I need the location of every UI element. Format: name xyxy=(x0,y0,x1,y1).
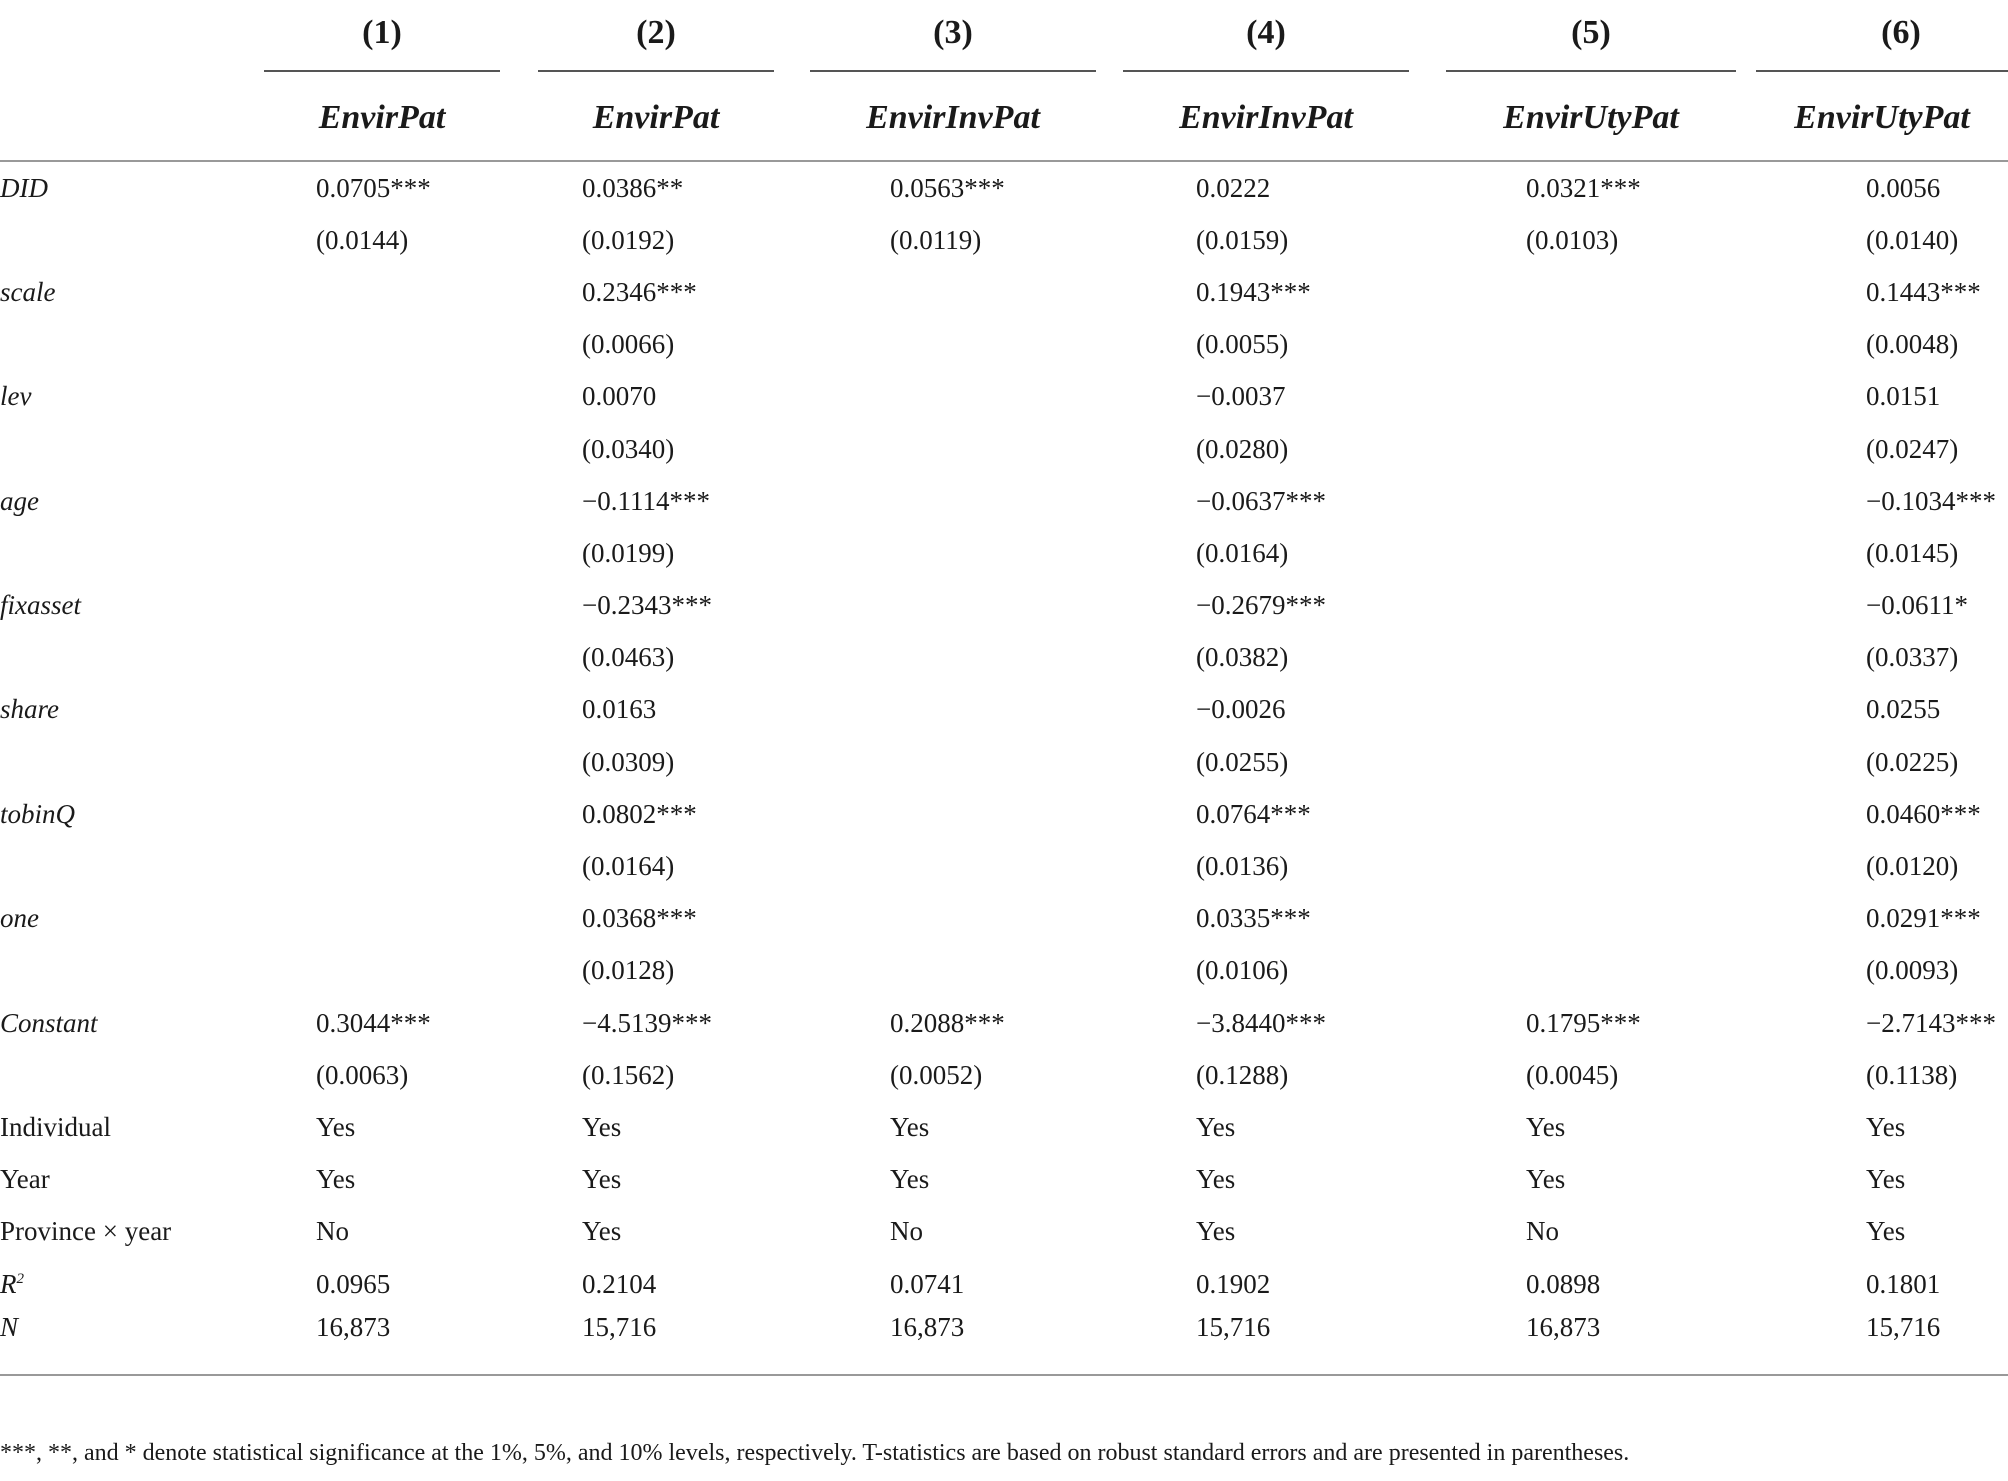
column-number-header: (3) xyxy=(800,10,1106,76)
table-cell xyxy=(252,788,512,840)
table-cell: −4.5139*** xyxy=(582,1007,712,1038)
table-cell: Yes xyxy=(1196,1164,1236,1195)
table-cell: (0.0145) xyxy=(1866,537,1959,568)
table-row xyxy=(0,736,2008,788)
table-cell xyxy=(800,736,1106,788)
table-cell: 15,716 xyxy=(1756,1310,2008,1375)
table-cell: 0.0163 xyxy=(582,694,657,725)
row-label-text: one xyxy=(0,903,39,934)
column-number-header: (5) xyxy=(1426,10,1756,76)
table-cell: (0.0136) xyxy=(1196,851,1289,882)
table-cell: 0.1795*** xyxy=(1526,1007,1641,1038)
table-cell xyxy=(1426,266,1756,318)
row-label xyxy=(0,1049,252,1101)
table-cell: Yes xyxy=(316,1111,356,1142)
table-row xyxy=(0,1049,2008,1101)
table-cell xyxy=(800,788,1106,840)
table-cell: (0.1138) xyxy=(1866,1059,1958,1090)
table-cell: Yes xyxy=(1526,1111,1566,1142)
table-cell xyxy=(252,371,512,423)
table-cell: 0.0056 xyxy=(1866,172,1941,203)
table-cell: (0.0048) xyxy=(1866,329,1959,360)
table-row xyxy=(0,423,2008,475)
table-cell: −2.7143*** xyxy=(1866,1007,1996,1038)
regression-table xyxy=(0,10,2008,1376)
dependent-variable-header: EnvirUtyPat xyxy=(1756,76,2008,161)
table-cell: 0.0705*** xyxy=(316,172,431,203)
table-cell: Yes xyxy=(1866,1216,1906,1247)
table-cell: (0.0199) xyxy=(582,537,675,568)
column-number-header: (1) xyxy=(252,10,512,76)
table-cell: (0.0164) xyxy=(582,851,675,882)
row-label xyxy=(0,945,252,997)
table-cell: 0.0460*** xyxy=(1866,798,1981,829)
table-cell: 0.0965 xyxy=(316,1268,391,1299)
table-cell: (0.0093) xyxy=(1866,955,1959,986)
table-cell: (0.0120) xyxy=(1866,851,1959,882)
table-cell: 16,873 xyxy=(1426,1310,1756,1375)
table-cell xyxy=(800,893,1106,945)
table-cell xyxy=(800,840,1106,892)
table-cell: −0.0637*** xyxy=(1196,485,1326,516)
table-cell: 0.2346*** xyxy=(582,276,697,307)
table-row xyxy=(0,1258,2008,1310)
table-cell: (0.0309) xyxy=(582,746,675,777)
table-cell: 0.0151 xyxy=(1866,381,1941,412)
table-cell: Yes xyxy=(582,1164,622,1195)
table-cell: 0.1902 xyxy=(1196,1268,1271,1299)
table-cell: (0.0055) xyxy=(1196,329,1289,360)
row-label xyxy=(0,1258,252,1310)
table-cell: 0.0291*** xyxy=(1866,903,1981,934)
row-label xyxy=(0,214,252,266)
table-cell: (0.0225) xyxy=(1866,746,1959,777)
row-label xyxy=(0,319,252,371)
row-label xyxy=(0,580,252,632)
header-corner xyxy=(0,10,252,76)
table-cell: 0.1443*** xyxy=(1866,276,1981,307)
row-label xyxy=(0,1101,252,1153)
table-cell: (0.0045) xyxy=(1526,1059,1619,1090)
table-cell xyxy=(800,945,1106,997)
row-label xyxy=(0,1154,252,1206)
table-row xyxy=(0,214,2008,266)
table-cell xyxy=(252,266,512,318)
table-cell xyxy=(1426,371,1756,423)
table-row xyxy=(0,893,2008,945)
table-cell xyxy=(252,632,512,684)
table-cell: −0.0037 xyxy=(1196,381,1286,412)
table-row xyxy=(0,527,2008,579)
row-label xyxy=(0,997,252,1049)
table-cell: 15,716 xyxy=(512,1310,800,1375)
table-row xyxy=(0,840,2008,892)
table-cell: 0.0386** xyxy=(582,172,684,203)
dependent-variable-header: EnvirPat xyxy=(512,76,800,161)
row-label-text: share xyxy=(0,694,59,725)
table-cell: 16,873 xyxy=(252,1310,512,1375)
table-body xyxy=(0,161,2008,1375)
row-label xyxy=(0,788,252,840)
table-cell: Yes xyxy=(1526,1164,1566,1195)
table-row xyxy=(0,945,2008,997)
table-cell xyxy=(252,475,512,527)
table-cell: −0.2679*** xyxy=(1196,590,1326,621)
table-cell: (0.1288) xyxy=(1196,1059,1289,1090)
table-row xyxy=(0,997,2008,1049)
row-label-text: Year xyxy=(0,1164,50,1195)
table-row xyxy=(0,161,2008,214)
table-cell: 0.0764*** xyxy=(1196,798,1311,829)
table-cell: No xyxy=(316,1216,349,1247)
table-cell: 0.0368*** xyxy=(582,903,697,934)
table-cell xyxy=(800,266,1106,318)
table-cell: (0.0140) xyxy=(1866,224,1959,255)
table-cell: Yes xyxy=(582,1216,622,1247)
table-row xyxy=(0,1154,2008,1206)
row-label xyxy=(0,527,252,579)
table-cell: No xyxy=(1526,1216,1559,1247)
table-cell: Yes xyxy=(1866,1111,1906,1142)
table-cell: Yes xyxy=(890,1111,930,1142)
table-row xyxy=(0,371,2008,423)
table-cell: Yes xyxy=(582,1111,622,1142)
dependent-variable-header: EnvirUtyPat xyxy=(1426,76,1756,161)
table-cell: 0.0563*** xyxy=(890,172,1005,203)
table-cell: 0.0741 xyxy=(890,1268,965,1299)
table-cell: (0.0063) xyxy=(316,1059,409,1090)
table-row xyxy=(0,475,2008,527)
row-label-text: R xyxy=(0,1268,17,1299)
table-cell: −0.0611* xyxy=(1866,590,1968,621)
row-label-text: N xyxy=(0,1312,19,1343)
table-cell xyxy=(800,371,1106,423)
table-cell: −0.1034*** xyxy=(1866,485,1996,516)
table-row xyxy=(0,266,2008,318)
row-label xyxy=(0,161,252,214)
table-cell: 0.0898 xyxy=(1526,1268,1601,1299)
table-cell xyxy=(1426,527,1756,579)
table-cell xyxy=(800,423,1106,475)
row-label-text: tobinQ xyxy=(0,798,76,829)
table-cell xyxy=(1426,684,1756,736)
table-row xyxy=(0,1101,2008,1153)
column-number-header: (6) xyxy=(1756,10,2008,76)
table-cell xyxy=(1426,632,1756,684)
table-cell: (0.0280) xyxy=(1196,433,1289,464)
row-label xyxy=(0,266,252,318)
table-cell xyxy=(800,684,1106,736)
row-label-text: Province × year xyxy=(0,1216,172,1247)
table-row xyxy=(0,319,2008,371)
table-cell xyxy=(1426,840,1756,892)
table-cell xyxy=(1426,893,1756,945)
table-cell: (0.1562) xyxy=(582,1059,675,1090)
table-cell: 0.1801 xyxy=(1866,1268,1941,1299)
table-cell: No xyxy=(890,1216,923,1247)
table-cell xyxy=(1426,945,1756,997)
table-cell: Yes xyxy=(890,1164,930,1195)
table-cell: (0.0463) xyxy=(582,642,675,673)
row-label-text: age xyxy=(0,485,39,516)
row-label xyxy=(0,475,252,527)
table-cell xyxy=(800,475,1106,527)
table-cell xyxy=(252,423,512,475)
table-cell: (0.0255) xyxy=(1196,746,1289,777)
table-cell: Yes xyxy=(1196,1111,1236,1142)
table-cell xyxy=(800,632,1106,684)
row-label-text: Individual xyxy=(0,1111,111,1142)
table-cell xyxy=(252,893,512,945)
table-cell xyxy=(1426,319,1756,371)
table-cell: −3.8440*** xyxy=(1196,1007,1326,1038)
table-cell: 15,716 xyxy=(1106,1310,1426,1375)
table-cell: 0.1943*** xyxy=(1196,276,1311,307)
header-corner xyxy=(0,76,252,161)
table-row xyxy=(0,788,2008,840)
table-cell: (0.0382) xyxy=(1196,642,1289,673)
table-cell: 0.2088*** xyxy=(890,1007,1005,1038)
row-label-text: Constant xyxy=(0,1007,98,1038)
table-cell: (0.0164) xyxy=(1196,537,1289,568)
table-cell: Yes xyxy=(1196,1216,1236,1247)
table-row xyxy=(0,632,2008,684)
table-cell: (0.0128) xyxy=(582,955,675,986)
table-row xyxy=(0,580,2008,632)
table-cell xyxy=(252,840,512,892)
table-cell: −0.0026 xyxy=(1196,694,1286,725)
table-cell xyxy=(1426,788,1756,840)
table-cell: 0.3044*** xyxy=(316,1007,431,1038)
table-cell xyxy=(252,684,512,736)
row-label-superscript: 2 xyxy=(16,1270,24,1287)
table-cell xyxy=(1426,423,1756,475)
table-cell: (0.0159) xyxy=(1196,224,1289,255)
table-cell: 16,873 xyxy=(800,1310,1106,1375)
table-cell: (0.0103) xyxy=(1526,224,1619,255)
row-label-text: DID xyxy=(0,172,48,203)
table-cell xyxy=(800,527,1106,579)
table-cell: −0.2343*** xyxy=(582,590,712,621)
table-cell xyxy=(1426,580,1756,632)
row-label xyxy=(0,632,252,684)
table-cell: Yes xyxy=(316,1164,356,1195)
table-footnote: ***, **, and * denote statistical significance at the 1%, 5%, and 10% levels, respectively. T-statistics are based on robust standard errors and are presented in parentheses. xyxy=(0,1440,1630,1466)
column-number-header: (4) xyxy=(1106,10,1426,76)
table-cell xyxy=(252,945,512,997)
table-cell: 0.0070 xyxy=(582,381,657,412)
row-label-text: fixasset xyxy=(0,590,81,621)
table-row xyxy=(0,684,2008,736)
column-number-header: (2) xyxy=(512,10,800,76)
table-cell: (0.0192) xyxy=(582,224,675,255)
row-label xyxy=(0,840,252,892)
table-cell: (0.0247) xyxy=(1866,433,1959,464)
table-cell: 0.0321*** xyxy=(1526,172,1641,203)
table-cell xyxy=(252,319,512,371)
row-label xyxy=(0,736,252,788)
dependent-variable-header: EnvirInvPat xyxy=(800,76,1106,161)
row-label xyxy=(0,684,252,736)
table-cell: 0.0335*** xyxy=(1196,903,1311,934)
row-label-text: scale xyxy=(0,276,56,307)
table-cell: (0.0144) xyxy=(316,224,409,255)
table-cell: 0.0802*** xyxy=(582,798,697,829)
dependent-variable-header: EnvirPat xyxy=(252,76,512,161)
table-cell xyxy=(252,736,512,788)
table-cell xyxy=(252,527,512,579)
row-label-text: lev xyxy=(0,381,32,412)
table-cell: (0.0337) xyxy=(1866,642,1959,673)
table-cell: Yes xyxy=(1866,1164,1906,1195)
table-cell xyxy=(800,580,1106,632)
row-label xyxy=(0,893,252,945)
table-cell: (0.0052) xyxy=(890,1059,983,1090)
table-cell: (0.0066) xyxy=(582,329,675,360)
table-cell xyxy=(252,580,512,632)
table-cell: (0.0106) xyxy=(1196,955,1289,986)
row-label xyxy=(0,1206,252,1258)
table-cell: 0.2104 xyxy=(582,1268,657,1299)
row-label xyxy=(0,423,252,475)
table-cell: 0.0255 xyxy=(1866,694,1941,725)
table-cell xyxy=(800,319,1106,371)
table-cell xyxy=(1426,475,1756,527)
table-cell xyxy=(1426,736,1756,788)
table-cell: (0.0340) xyxy=(582,433,675,464)
dependent-variable-row xyxy=(0,76,2008,161)
table-row xyxy=(0,1206,2008,1258)
column-number-row xyxy=(0,10,2008,76)
row-label xyxy=(0,1310,252,1375)
table-cell: (0.0119) xyxy=(890,224,982,255)
table-cell: 0.0222 xyxy=(1196,172,1271,203)
table-cell: −0.1114*** xyxy=(582,485,710,516)
table-row xyxy=(0,1310,2008,1375)
row-label xyxy=(0,371,252,423)
dependent-variable-header: EnvirInvPat xyxy=(1106,76,1426,161)
